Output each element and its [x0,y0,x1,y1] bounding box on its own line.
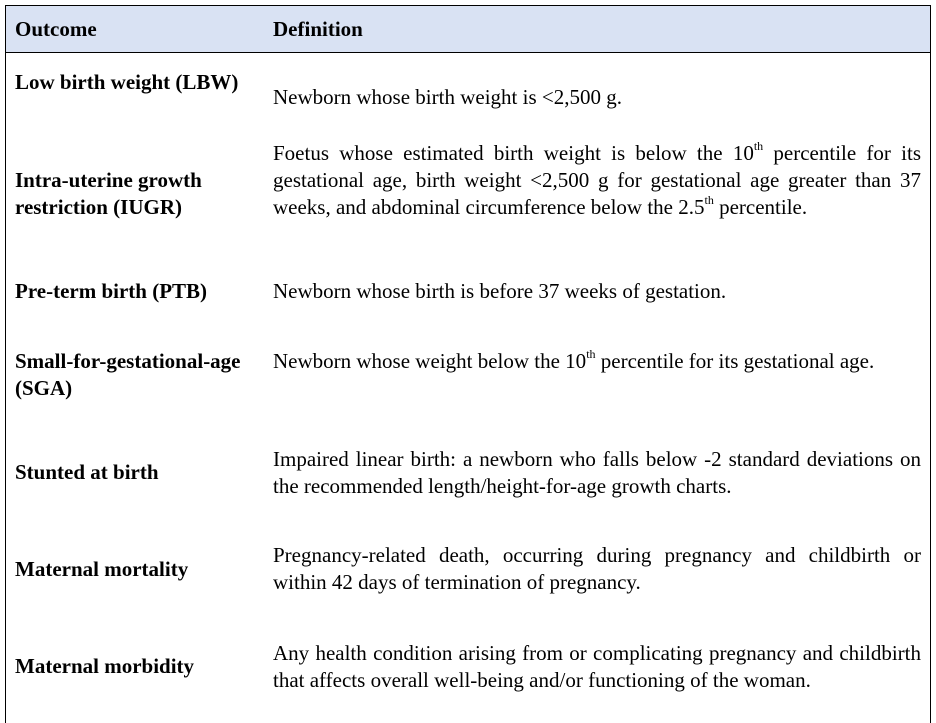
definition-stunted: Impaired linear birth: a newborn who falls below -2 standard deviations on the recommended length/height-for-age growth charts. [273,447,921,498]
outcome-maternal-mortality: Maternal mortality [15,557,189,581]
definition-iugr-sup-b: th [704,193,714,207]
header-definition: Definition [273,17,363,41]
definition-iugr-part-b: percentile for its gestational age, birth weight <2,500 g for gestational age greater than 37 weeks, and abdominal circumference below the 2.5 [273,141,921,219]
definition-maternal-morbidity: Any health condition arising from or complicating pregnancy and childbirth that affects overall well-being and/or functioning of the woman. [273,641,921,692]
outcome-stunted: Stunted at birth [15,460,159,484]
definition-sga [273,348,921,375]
definition-lbw: Newborn whose birth weight is <2,500 g. [273,85,622,109]
definition-maternal-mortality: Pregnancy-related death, occurring during pregnancy and childbirth or within 42 days of termination of pregnancy. [273,543,921,594]
definition-iugr-sup-a: th [753,139,764,153]
definition-iugr-part-c: percentile. [713,195,808,219]
header-outcome: Outcome [15,17,97,41]
definition-sga-part-b: percentile for its gestational age. [595,349,875,373]
outcome-iugr: Intra-uterine growth restriction (IUGR) [15,168,202,219]
definition-sga-part-a: Newborn whose weight below the 10 [273,349,587,373]
definition-ptb: Newborn whose birth is before 37 weeks of gestation. [273,279,727,303]
table-header-row [6,6,930,53]
definition-iugr [273,140,921,221]
outcome-maternal-morbidity: Maternal morbidity [15,654,195,678]
outcome-lbw: Low birth weight (LBW) [15,70,239,94]
outcome-ptb: Pre-term birth (PTB) [15,279,208,303]
definition-iugr-part-a: Foetus whose estimated birth weight is below the 10 [273,141,754,165]
definition-sga-sup-a: th [586,347,596,361]
outcomes-table [5,5,931,723]
outcome-sga: Small-for-gestational-age (SGA) [15,349,241,400]
